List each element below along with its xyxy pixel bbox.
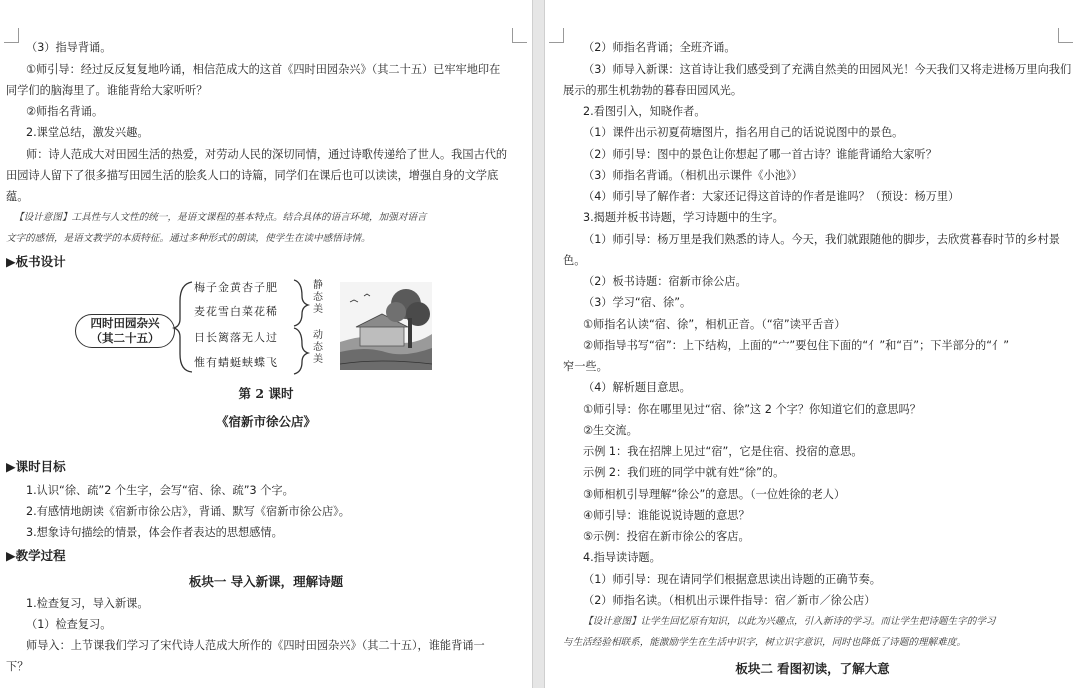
poem-line: 日长篱落无人过 <box>194 331 278 344</box>
paragraph-line: （2）师指名读。（相机出示课件指导：宿／新市／徐公店） <box>583 594 876 607</box>
paragraph-line: 3.揭题并板书诗题，学习诗题中的生字。 <box>583 211 784 224</box>
paragraph-line: 示例 2：我们班的同学中就有姓“徐”的。 <box>583 466 785 479</box>
paragraph-line: （1）师引导：杨万里是我们熟悉的诗人。今天，我们就跟随他的脚步，去欣赏暮春时节的乡村景 <box>583 233 1060 246</box>
poem-line: 惟有蜻蜓蛱蝶飞 <box>194 356 278 369</box>
block-title: 板块一 导入新课，理解诗题 <box>188 574 344 589</box>
paragraph-line: 2.看图引入，知晓作者。 <box>583 105 706 118</box>
paragraph-line: 蕴。 <box>6 190 29 203</box>
paragraph-line: ①师引导：你在哪里见过“宿、徐”这 2 个字？你知道它们的意思吗？ <box>583 403 921 416</box>
paragraph-line: 师：诗人范成大对田园生活的热爱，对劳动人民的深切同情，通过诗歌传递给了世人。我国古代的 <box>26 148 508 161</box>
paragraph-line: （4）解析题目意思。 <box>583 381 691 394</box>
paragraph-line: （3）师指名背诵。（相机出示课件《小池》） <box>583 169 803 182</box>
right-page <box>545 0 1080 688</box>
section-heading: ▶课时目标 <box>6 459 66 474</box>
design-intent-note: 【设计意图】让学生回忆原有知识，以此为兴趣点，引入新诗的学习。而让学生把诗题生字的学习 <box>583 616 996 627</box>
paragraph-line: ③师相机引导理解“徐公”的意思。（一位姓徐的老人） <box>583 488 846 501</box>
board-title-line: （其二十五） <box>90 331 160 345</box>
lesson-subtitle: 《宿新市徐公店》 <box>215 414 316 429</box>
paragraph-line: 同学们的脑海里了。谁能背给大家听听？ <box>6 84 208 97</box>
paragraph-line: （1）检查复习。 <box>26 618 112 631</box>
paragraph-line: （4）师引导了解作者：大家还记得这首诗的作者是谁吗？（预设：杨万里） <box>583 190 960 203</box>
paragraph-line: 展示的那生机勃勃的暮春田园风光。 <box>563 84 743 97</box>
section-heading: ▶板书设计 <box>6 254 66 269</box>
paragraph-line: ①师引导：经过反反复复地吟诵，相信范成大的这首《四时田园杂兴》（其二十五）已牢牢地印在 <box>26 63 501 76</box>
paragraph-line: （1）师引导：现在请同学们根据意思读出诗题的正确节奏。 <box>583 573 881 586</box>
poem-line: 麦花雪白菜花稀 <box>194 305 278 318</box>
paragraph-line: 示例 1：我在招牌上见过“宿”，它是住宿、投宿的意思。 <box>583 445 863 458</box>
design-intent-note: 与生活经验相联系，能激励学生在生活中识字，树立识字意识，同时也降低了诗题的理解难度。 <box>563 637 966 648</box>
paragraph-line: （1）课件出示初夏荷塘图片，指名用自己的话说说图中的景色。 <box>583 126 904 139</box>
paragraph-line: ⑤示例：投宿在新市徐公的客店。 <box>583 530 750 543</box>
page-corner-mark <box>512 28 527 43</box>
section-heading: ▶教学过程 <box>6 548 66 563</box>
design-intent-note: 【设计意图】工具性与人文性的统一，是语文课程的基本特点。结合具体的语言环境，加强对语言 <box>14 212 427 223</box>
paragraph-line: （2）师指名背诵；全班齐诵。 <box>583 41 736 54</box>
lesson-title: 第 2 课时 <box>238 386 294 401</box>
paragraph-line: ②师指导书写“宿”：上下结构，上面的“宀”要包住下面的“亻”和“百”；下半部分的“亻” <box>583 339 1009 352</box>
paragraph-line: 田园诗人留下了很多描写田园生活的脍炙人口的诗篇，同学们在课后也可以读读，增强自身的文学底 <box>6 169 499 182</box>
paragraph-line: 下？ <box>6 660 29 673</box>
paragraph-line: ②生交流。 <box>583 424 638 437</box>
page-corner-mark <box>1058 28 1073 43</box>
pastoral-illustration <box>340 282 432 370</box>
design-intent-note: 文字的感悟，是语文教学的本质特征。通过多种形式的朗读，使学生在读中感悟诗情。 <box>6 233 371 244</box>
page-corner-mark <box>549 28 564 43</box>
paragraph-line: ①师指名认读“宿、徐”，相机正音。（“宿”读平舌音） <box>583 318 846 331</box>
board-title-line: 四时田园杂兴 <box>90 316 160 330</box>
paragraph-line: 窄一些。 <box>563 360 608 373</box>
left-page <box>0 0 532 688</box>
paragraph-line: 师导入：上节课我们学习了宋代诗人范成大所作的《四时田园杂兴》（其二十五），谁能背诵一 <box>26 639 485 652</box>
goal-item: 3.想象诗句描绘的情景，体会作者表达的思想感情。 <box>26 526 283 539</box>
paragraph-line: （2）板书诗题：宿新市徐公店。 <box>583 275 747 288</box>
paragraph-line: 色。 <box>563 254 586 267</box>
paragraph-line: （2）师引导：图中的景色让你想起了哪一首古诗？谁能背诵给大家听？ <box>583 148 937 161</box>
paragraph-line: 1.检查复习，导入新课。 <box>26 597 149 610</box>
page-gap <box>532 0 545 688</box>
goal-item: 1.认识“徐、疏”2 个生字，会写“宿、徐、疏”3 个字。 <box>26 484 294 497</box>
paragraph-line: 2.课堂总结，激发兴趣。 <box>26 126 149 139</box>
block-title: 板块二 看图初读，了解大意 <box>735 661 890 676</box>
paragraph-line: （3）师导入新课：这首诗让我们感受到了充满自然美的田园风光！今天我们又将走进杨万里向我们 <box>583 63 1072 76</box>
static-beauty-label: 静态美 <box>313 280 323 315</box>
paragraph-line: （3）学习“宿、徐”。 <box>583 296 692 309</box>
paragraph-line: 4.指导读诗题。 <box>583 551 661 564</box>
dynamic-beauty-label: 动态美 <box>313 330 323 365</box>
goal-item: 2.有感情地朗读《宿新市徐公店》，背诵、默写《宿新市徐公店》。 <box>26 505 350 518</box>
board-design-diagram <box>70 276 340 376</box>
poem-line: 梅子金黄杏子肥 <box>194 281 278 294</box>
paragraph-line: （3）指导背诵。 <box>26 41 112 54</box>
page-corner-mark <box>4 28 19 43</box>
paragraph-line: ④师引导：谁能说说诗题的意思？ <box>583 509 750 522</box>
paragraph-line: ②师指名背诵。 <box>26 105 104 118</box>
